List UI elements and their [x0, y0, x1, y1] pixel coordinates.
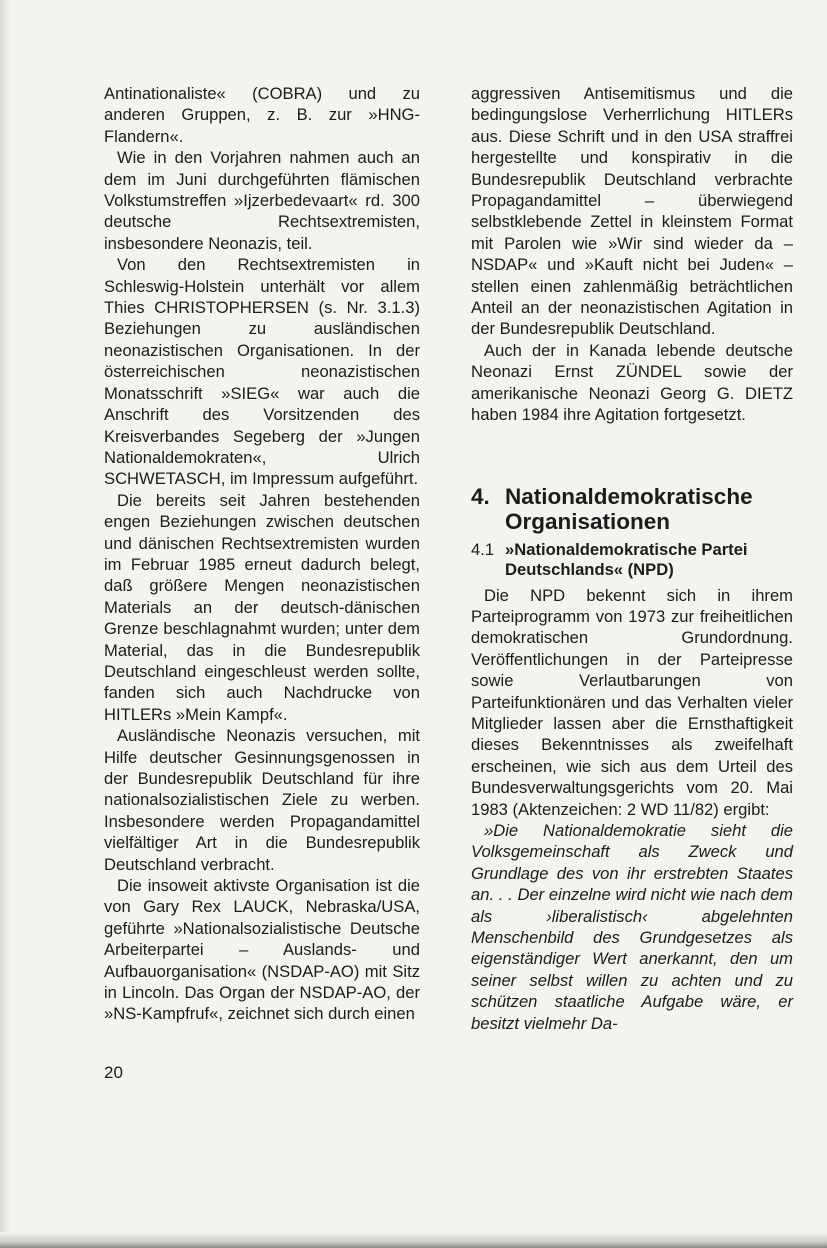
page-edge-shadow [0, 1232, 827, 1248]
paragraph: Die bereits seit Jahren bestehenden engen Beziehungen zwischen deutschen und dänischen Rechtsextremisten wurden im Februar 1985 erneut dadurch belegt, daß größere Mengen neonazistischen Materials an der deutsch-dänischen Grenze beschlagnahmt wurden; unter dem Material, das in die Bundesrepublik Deutschland eingeschleust werden sollte, fanden sich auch Nachdrucke von HITLERs »Mein Kampf«. [104, 490, 420, 724]
subsection-heading [471, 540, 793, 580]
right-column [471, 83, 793, 1034]
left-column [104, 83, 420, 1025]
section-heading [471, 484, 793, 534]
section-number: 4. [471, 483, 490, 509]
paragraph: Auch der in Kanada lebende deutsche Neonazi Ernst ZÜNDEL sowie der amerikanische Neonazi Georg G. DIETZ haben 1984 ihre Agitation fortgesetzt. [471, 340, 793, 425]
page-edge-shadow [0, 0, 10, 1248]
paragraph: Die insoweit aktivste Organisation ist die von Gary Rex LAUCK, Nebraska/USA, geführte »Nationalsozialistische Deutsche Arbeiterpartei – Auslands- und Aufbauorganisation« (NSDAP-AO) mit Sitz in Lincoln. Das Organ der NSDAP-AO, der »NS-Kampfruf«, zeichnet sich durch einen [104, 876, 420, 1024]
section-title: Nationaldemokratische Organisationen [505, 483, 753, 534]
paragraph: aggressiven Antisemitismus und die bedingungslose Verherrlichung HITLERs aus. Diese Schrift und in den USA straffrei hergestellte und konspirativ in die Bundesrepublik Deutschland verbrachte Propagandamittel – überwiegend selbstklebende Zettel in kleinstem Format mit Parolen wie »Wir sind wieder da – NSDAP« und »Kauft nicht bei Juden« – stellen einen zahlenmäßig beträchtlichen Anteil an der neonazistischen Agitation in der Bundesrepublik Deutschland. [471, 84, 793, 339]
paragraph: Ausländische Neonazis versuchen, mit Hilfe deutscher Gesinnungsgenossen in der Bundesrepublik Deutschland für ihre nationalsozialistischen Ziele zu werben. Insbesondere werden Propagandamittel vielfältiger Art in die Bundesrepublik Deutschland verbracht. [104, 726, 420, 874]
quote-paragraph: »Die Nationaldemokratie sieht die Volksgemeinschaft als Zweck und Grundlage des von ihr erstrebten Staates an. . . Der einzelne wird nicht wie nach dem als ›liberalistisch‹ abgelehnten Menschenbild des Grundgesetzes als eigenständiger Wert anerkannt, den um seiner selbst willen zu achten und zu schützen staatliche Aufgabe wäre, er besitzt vielmehr Da- [471, 820, 793, 1033]
page-number: 20 [104, 1063, 123, 1082]
subsection-number: 4.1 [471, 539, 495, 559]
paragraph: Wie in den Vorjahren nahmen auch an dem im Juni durchgeführten flämischen Volkstumstreffen »Ijzerbedevaart« rd. 300 deutsche Rechtsextremisten, insbesondere Neonazis, teil. [104, 148, 420, 253]
subsection-title: »Nationaldemokratische Partei Deutschlands« (NPD) [505, 539, 748, 579]
paragraph: Antinationaliste« (COBRA) und zu anderen Gruppen, z. B. zur »HNG-Flandern«. [104, 84, 420, 146]
paragraph: Die NPD bekennt sich in ihrem Parteiprogramm von 1973 zur freiheitlichen demokratischen Grundordnung. Veröffentlichungen in der Parteipresse sowie Verlautbarungen von Parteifunktionären und das Verhalten vieler Mitglieder lassen aber die Ernsthaftigkeit dieses Bekenntnisses als zweifelhaft erscheinen, wie sich aus dem Urteil des Bundesverwaltungsgerichts vom 20. Mai 1983 (Aktenzeichen: 2 WD 11/82) ergibt: [471, 585, 793, 819]
paragraph: Von den Rechtsextremisten in Schleswig-Holstein unterhält vor allem Thies CHRISTOPHERSEN (s. Nr. 3.1.3) Beziehungen zu ausländischen neonazistischen Organisationen. In der österreichischen neonazistischen Monatsschrift »SIEG« war auch die Anschrift des Vorsitzenden des Kreisverbandes Segeberg der »Jungen Nationaldemokraten«, Ulrich SCHWETASCH, im Impressum aufgeführt. [104, 255, 420, 489]
